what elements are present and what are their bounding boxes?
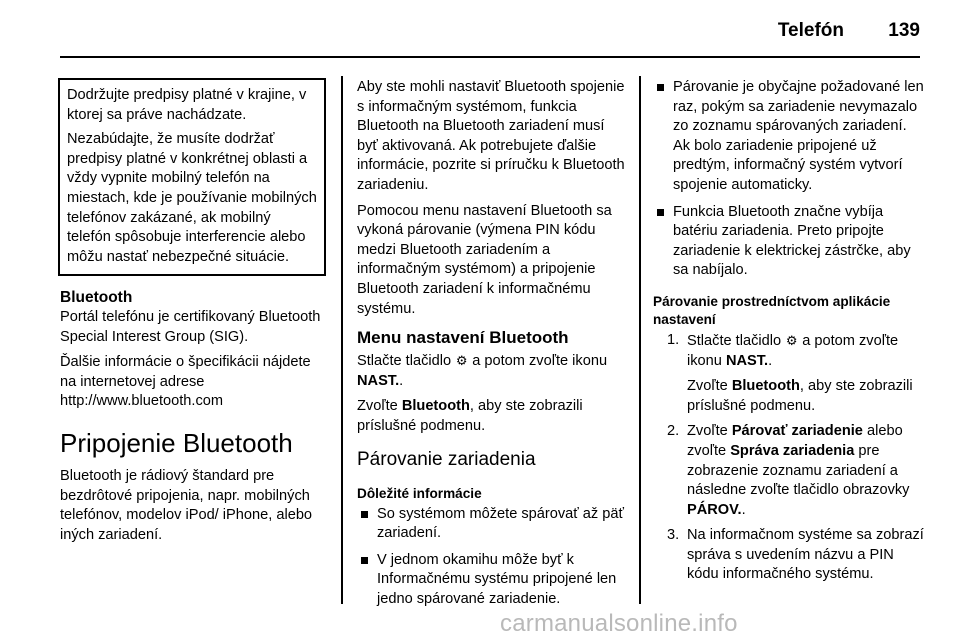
column-divider	[341, 76, 343, 604]
section-heading-pairing: Párovanie zariadenia	[357, 448, 536, 470]
chapter-title: Telefón	[777, 20, 844, 41]
settings-gear-icon: ⚙	[455, 353, 468, 369]
column-divider	[639, 76, 641, 604]
paragraph: Ďalšie informácie o špecifikácii nájdete na internetovej adrese http://www.bluetooth.com	[60, 354, 311, 410]
bullet-square-icon	[657, 209, 664, 216]
section-heading-settings-menu: Menu nastavení Bluetooth	[357, 328, 569, 348]
header-rule	[60, 56, 920, 58]
bullet-square-icon	[361, 511, 368, 518]
note-paragraph: Nezabúdajte, že musíte dodržať predpisy platné v konkrétnej oblasti a vždy vypnite mobilný telefón na miestach, kde je používanie mobilných telefónov zakázané, ak mobilný telefón spôsobuje interferencie alebo môžu nastať nebezpečné situácie.	[67, 131, 317, 265]
caution-note-box	[58, 78, 326, 276]
bullet-square-icon	[657, 84, 664, 91]
bullet-square-icon	[361, 557, 368, 564]
page-header	[60, 16, 920, 54]
column-3	[653, 78, 925, 591]
watermark: carmanualsonline.info	[500, 610, 738, 637]
page-number: 139	[888, 20, 920, 41]
list-item: So systémom môžete spárovať až päť zariadení.	[361, 505, 627, 544]
paragraph: Stlačte tlačidlo ⚙ a potom zvoľte ikonu NAST..	[357, 353, 608, 389]
column-2	[357, 78, 627, 616]
paragraph: Bluetooth je rádiový štandard pre bezdrôtové pripojenia, napr. mobilných telefónov, modelov iPod/ iPhone, alebo iných zariadení.	[60, 467, 313, 543]
list-item: Párovanie je obyčajne požadované len raz, pokým sa zariadenie nevymazalo zo zoznamu spárovaných zariadení. Ak bolo zariadenie pripojené už predtým, informačný systém vytvorí spojenie automaticky.	[657, 78, 925, 196]
subheading-pairing-via-settings: Párovanie prostredníctvom aplikácie nastavení	[653, 293, 891, 327]
paragraph: Pomocou menu nastavení Bluetooth sa vykoná párovanie (výmena PIN kódu medzi Bluetooth zariadením a informačným systémom) a pripojenie Bluetooth zariadení k informačnému systému.	[357, 202, 612, 317]
list-item: Funkcia Bluetooth značne vybíja batériu zariadenia. Preto pripojte zariadenie k elektrickej zástrčke, aby sa nabíjalo.	[657, 203, 925, 281]
column-1	[60, 78, 326, 551]
paragraph: Zvoľte Bluetooth, aby ste zobrazili príslušné podmenu.	[357, 398, 583, 434]
numbered-step: 1. Stlačte tlačidlo ⚙ a potom zvoľte ikonu NAST.. Zvoľte Bluetooth, aby ste zobrazili príslušné podmenu.	[667, 331, 913, 414]
settings-gear-icon: ⚙	[785, 332, 798, 348]
paragraph: Aby ste mohli nastaviť Bluetooth spojenie s informačným systémom, funkcia Bluetooth na Bluetooth zariadení musí byť aktivovaná. Ak potrebujete ďalšie informácie, pozrite si príručku k Bluetooth zariadeniu.	[357, 79, 625, 193]
list-item: V jednom okamihu môže byť k Informačnému systému pripojené len jedno spárované zariadenie.	[361, 551, 627, 610]
numbered-step: 3. Na informačnom systéme sa zobrazí správa s uvedením názvu a PIN kódu informačného systému.	[667, 527, 924, 583]
section-heading-bluetooth: Bluetooth	[60, 289, 133, 307]
paragraph: Portál telefónu je certifikovaný Bluetooth Special Interest Group (SIG).	[60, 308, 321, 345]
numbered-step: 2. Zvoľte Párovať zariadenie alebo zvoľte Správa zariadenia pre zobrazenie zoznamu zariadení a následne zvoľte tlačidlo obrazovky PÁROV..	[667, 423, 910, 518]
note-paragraph: Dodržujte predpisy platné v krajine, v ktorej sa práve nachádzate.	[67, 87, 307, 123]
section-heading-bluetooth-connection: Pripojenie Bluetooth	[60, 427, 293, 458]
subheading-important: Dôležité informácie	[357, 485, 482, 501]
